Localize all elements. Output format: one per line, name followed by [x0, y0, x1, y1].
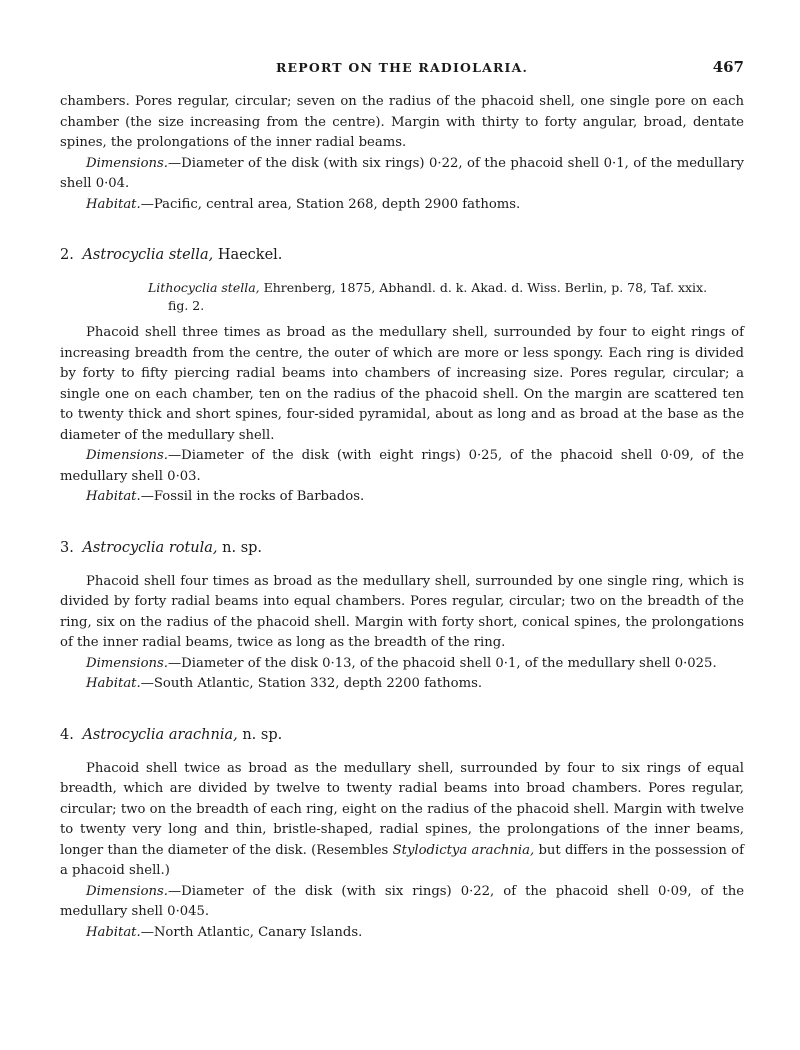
description-text: but differs in the possession of a phacoid shell.) — [60, 842, 744, 878]
dimensions-label: Dimensions. — [86, 155, 168, 171]
species-number: 2. — [60, 247, 74, 263]
running-title: REPORT ON THE RADIOLARIA. — [275, 60, 529, 75]
species-author: Haeckel. — [217, 247, 283, 263]
species-dimensions — [60, 882, 744, 923]
intro-habitat — [60, 195, 744, 216]
dimensions-label: Dimensions. — [86, 883, 168, 899]
synonym-name: Lithocyclia stella, — [148, 280, 260, 295]
page-body — [60, 92, 744, 943]
intro-dimensions — [60, 154, 744, 195]
habitat-label: Habitat. — [86, 489, 141, 504]
species-number: 3. — [60, 539, 74, 556]
species-heading — [60, 538, 744, 558]
species-name: Astrocyclia rotula, — [82, 539, 218, 556]
habitat-text: —South Atlantic, Station 332, depth 2200 fathoms. — [140, 676, 483, 691]
species-heading — [60, 245, 744, 265]
intro-paragraph: chambers. Pores regular, circular; seven on the radius of the phacoid shell, one single pore on each chamber (the size increasing from the centre). Margin with thirty to forty angular, broad, dentate spines, the prolongations of the inner radial beams. — [60, 94, 744, 150]
page-number: 467 — [712, 58, 744, 76]
description-text: Phacoid shell twice as broad as the medullary shell, surrounded by four to six rings of equal breadth, which are divided by twelve to twenty radial beams into broad chambers. Pores regular, circular; two on the breadth of each ring, eight on the radius of the phacoid shell. Margin with twelve to twenty very long and thin, bristle-shaped, radial spines, the prolongations of the inner beams, longer than the diameter of the disk. (Resembles — [60, 760, 744, 858]
synonym-reference: Ehrenberg, 1875, Abhandl. d. k. Akad. d. Wiss. Berlin, p. 78, Taf. xxix. — [263, 280, 708, 295]
dimensions-text: —Diameter of the disk (with eight rings) 0·25, of the phacoid shell 0·09, of the medullary shell 0·03. — [60, 448, 744, 484]
species-description: Phacoid shell three times as broad as the medullary shell, surrounded by four to eight rings of increasing breadth from the centre, the outer of which are more or less spongy. Each ring is divided by forty to fifty piercing radial beams into chambers of increasing size. Pores regular, circular; a single one on each chamber, ten on the radius of the phacoid shell. On the margin are scattered ten to twenty thick and short spines, four-sided pyramidal, about as long and as broad at the base as the diameter of the medullary shell. — [60, 325, 744, 443]
running-header — [60, 58, 744, 80]
dimensions-text: —Diameter of the disk (with six rings) 0·22, of the phacoid shell 0·09, of the medullary shell 0·045. — [60, 883, 744, 919]
species-author: n. sp. — [222, 539, 263, 556]
species-number: 4. — [60, 726, 74, 743]
species-name: Astrocyclia stella, — [82, 247, 214, 263]
habitat-label: Habitat. — [86, 924, 141, 940]
habitat-text: —Pacific, central area, Station 268, depth 2900 fathoms. — [140, 196, 521, 212]
dimensions-label: Dimensions. — [86, 448, 168, 463]
species-habitat — [60, 923, 744, 944]
dimensions-text: —Diameter of the disk 0·13, of the phacoid shell 0·1, of the medullary shell 0·025. — [167, 655, 717, 671]
species-description: Phacoid shell four times as broad as the medullary shell, surrounded by one single ring, which is divided by forty radial beams into equal chambers. Pores regular, circular; two on the breadth of the ring, six on the radius of the phacoid shell. Margin with forty short, conical spines, the prolongations of the inner radial beams, twice as long as the breadth of the ring. — [60, 573, 744, 650]
species-author: n. sp. — [242, 726, 283, 743]
species-description — [60, 759, 744, 882]
species-habitat — [60, 487, 744, 508]
species-name: Astrocyclia arachnia, — [82, 726, 238, 743]
synonym-citation — [60, 279, 744, 315]
synonym-reference-cont: fig. 2. — [168, 298, 205, 313]
habitat-text: —North Atlantic, Canary Islands. — [140, 924, 363, 940]
habitat-label: Habitat. — [86, 676, 141, 691]
habitat-label: Habitat. — [86, 196, 141, 212]
dimensions-text: —Diameter of the disk (with six rings) 0·22, of the phacoid shell 0·1, of the medullary shell 0·04. — [60, 155, 744, 191]
dimensions-label: Dimensions. — [86, 655, 168, 671]
species-dimensions — [60, 654, 744, 675]
description-italic: Stylodictya arachnia, — [392, 842, 535, 858]
habitat-text: —Fossil in the rocks of Barbados. — [140, 489, 365, 504]
species-heading — [60, 725, 744, 745]
species-habitat — [60, 674, 744, 695]
species-dimensions — [60, 446, 744, 487]
